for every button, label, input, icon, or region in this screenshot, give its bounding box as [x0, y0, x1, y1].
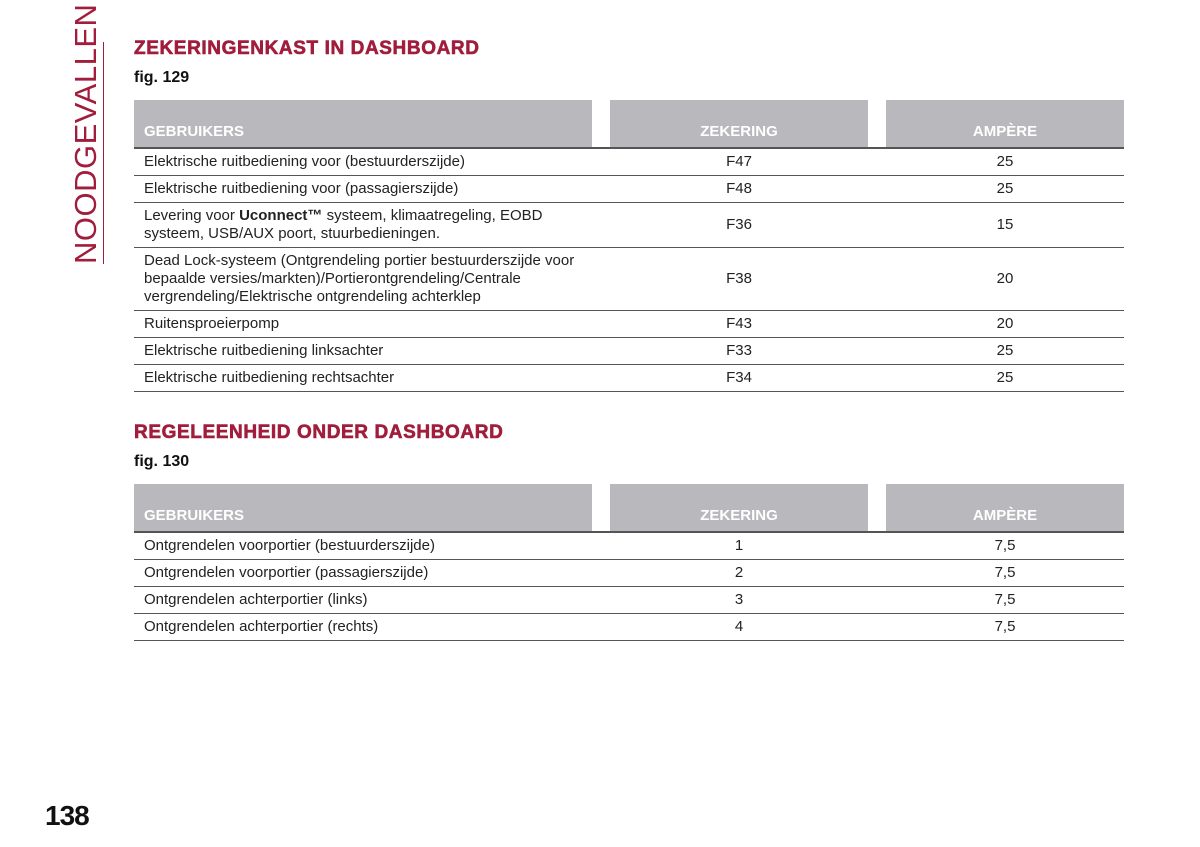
cell-fuse: F38	[610, 248, 868, 311]
cell-fuse: 1	[610, 532, 868, 560]
chapter-title: NOODGEVALLEN	[68, 3, 103, 264]
section-control-unit-under-dashboard	[134, 422, 1124, 641]
cell-amp: 20	[886, 248, 1124, 311]
cell-amp: 7,5	[886, 587, 1124, 614]
page-number: 138	[45, 800, 89, 831]
header-gap	[592, 484, 610, 532]
cell-fuse: F43	[610, 311, 868, 338]
cell-amp: 25	[886, 365, 1124, 392]
cell-amp: 25	[886, 338, 1124, 365]
cell-user: Elektrische ruitbediening linksachter	[134, 338, 592, 365]
fuse-table	[134, 484, 1124, 641]
cell-user: Ruitensproeierpomp	[134, 311, 592, 338]
cell-amp: 20	[886, 311, 1124, 338]
header-gap	[592, 100, 610, 148]
cell-user: Elektrische ruitbediening voor (passagierszijde)	[134, 176, 592, 203]
cell-fuse: F48	[610, 176, 868, 203]
cell-amp: 7,5	[886, 560, 1124, 587]
section-fuse-box-dashboard	[134, 38, 1124, 392]
cell-fuse: F34	[610, 365, 868, 392]
figure-reference: fig. 130	[134, 453, 190, 470]
cell-fuse: 2	[610, 560, 868, 587]
header-amp: AMPÈRE	[886, 100, 1124, 148]
cell-fuse: F36	[610, 203, 868, 248]
header-gap	[868, 100, 886, 148]
header-users: GEBRUIKERS	[134, 484, 592, 532]
cell-amp: 7,5	[886, 532, 1124, 560]
header-users: GEBRUIKERS	[134, 100, 592, 148]
table-row	[134, 365, 1124, 392]
table-row	[134, 248, 1124, 311]
cell-fuse: 4	[610, 614, 868, 641]
figure-reference: fig. 129	[134, 69, 190, 86]
fuse-table	[134, 100, 1124, 392]
cell-fuse: 3	[610, 587, 868, 614]
header-fuse: ZEKERING	[610, 100, 868, 148]
table-row	[134, 532, 1124, 560]
uconnect-brand: Uconnect™	[239, 207, 323, 224]
cell-user-text: systeem, klimaatregeling, EOBD systeem, USB/AUX poort, stuurbedieningen.	[144, 207, 543, 242]
header-gap	[868, 484, 886, 532]
table-row	[134, 614, 1124, 641]
cell-user: Ontgrendelen voorportier (bestuurderszijde)	[134, 532, 592, 560]
cell-user	[134, 203, 592, 248]
cell-fuse: F47	[610, 148, 868, 176]
cell-amp: 25	[886, 176, 1124, 203]
table-row	[134, 148, 1124, 176]
cell-amp: 25	[886, 148, 1124, 176]
table-row	[134, 587, 1124, 614]
cell-user-text: Levering voor	[144, 207, 240, 224]
table-row	[134, 203, 1124, 248]
table-row	[134, 560, 1124, 587]
chapter-divider	[103, 42, 104, 264]
header-fuse: ZEKERING	[610, 484, 868, 532]
table-row	[134, 176, 1124, 203]
cell-user: Dead Lock-systeem (Ontgrendeling portier bestuurderszijde voor bepaalde versies/markten)/Portierontgrendeling/Centrale vergrendeling/Elektrische ontgrendeling achterklep	[134, 248, 592, 311]
cell-amp: 7,5	[886, 614, 1124, 641]
cell-user: Elektrische ruitbediening rechtsachter	[134, 365, 592, 392]
cell-user: Ontgrendelen achterportier (links)	[134, 587, 592, 614]
cell-user: Ontgrendelen voorportier (passagierszijde)	[134, 560, 592, 587]
section-title: ZEKERINGENKAST IN DASHBOARD	[134, 38, 480, 59]
cell-user: Ontgrendelen achterportier (rechts)	[134, 614, 592, 641]
cell-fuse: F33	[610, 338, 868, 365]
cell-amp: 15	[886, 203, 1124, 248]
table-row	[134, 338, 1124, 365]
cell-user: Elektrische ruitbediening voor (bestuurderszijde)	[134, 148, 592, 176]
header-amp: AMPÈRE	[886, 484, 1124, 532]
table-row	[134, 311, 1124, 338]
section-title: REGELEENHEID ONDER DASHBOARD	[134, 422, 504, 443]
